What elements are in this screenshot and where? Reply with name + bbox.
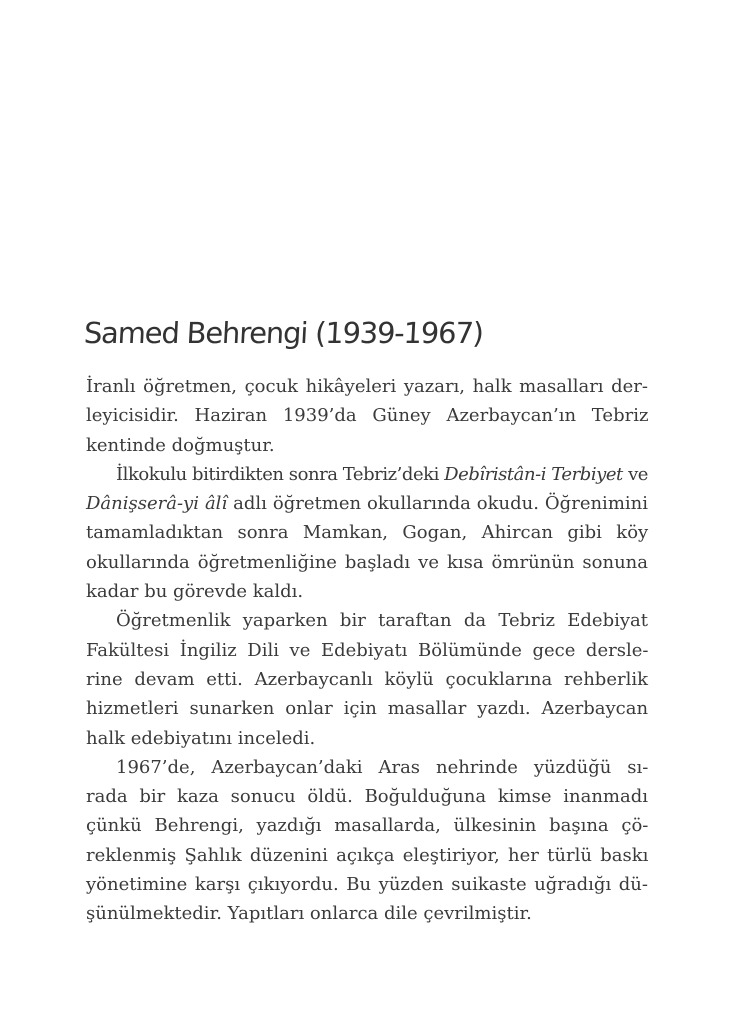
text-line — [86, 899, 648, 928]
text-line-content: kadar bu görevde kaldı. — [86, 581, 304, 603]
text-line-content: kentinde doğmuştur. — [86, 434, 275, 456]
text-line — [86, 372, 648, 401]
text-line-content: leyicisidir. Haziran 1939’da Güney Azerbaycan’ın Tebriz — [86, 405, 649, 427]
text-line-content: tamamladıktan sonra Mamkan, Gogan, Ahircan gibi köy — [86, 522, 649, 544]
text-line-content: İlkokulu bitirdikten sonra Tebriz’deki — [116, 463, 445, 485]
text-line — [86, 665, 648, 694]
text-line — [86, 548, 648, 577]
text-line — [86, 460, 648, 489]
text-line-content: şünülmektedir. Yapıtları onlarca dile çevrilmiştir. — [86, 903, 532, 925]
text-line — [86, 489, 648, 518]
biography-body — [86, 372, 648, 929]
text-line-content: halk edebiyatını inceledi. — [86, 727, 316, 749]
text-line-content: Öğretmenlik yaparken bir taraftan da Tebriz Edebiyat — [116, 610, 648, 632]
text-line — [86, 811, 648, 840]
text-line — [86, 401, 648, 430]
text-line-content: 1967’de, Azerbaycan’daki Aras nehrinde yüzdüğü sı- — [116, 756, 649, 778]
text-line — [86, 694, 648, 723]
text-line — [86, 782, 648, 811]
text-line-content: ve — [622, 463, 648, 485]
text-line — [86, 606, 648, 635]
text-line-content: rine devam etti. Azerbaycanlı köylü çocuklarına rehberlik — [86, 668, 648, 690]
text-line-content: Fakültesi İngiliz Dili ve Edebiyatı Bölümünde gece dersle- — [86, 639, 649, 661]
section-heading: Samed Behrengi (1939-1967) — [83, 316, 484, 350]
text-line-content: reklenmiş Şahlık düzenini açıkça eleştiriyor, her türlü baskı — [86, 844, 649, 866]
text-line-content: çünkü Behrengi, yazdığı masallarda, ülkesinin başına çö- — [86, 815, 649, 837]
text-line — [86, 870, 648, 899]
text-line-content: yönetimine karşı çıkıyordu. Bu yüzden suikaste uğradığı dü- — [86, 874, 648, 896]
italic-title: Debîristân-i Terbiyet — [444, 463, 623, 485]
text-line — [86, 577, 648, 606]
text-line — [86, 518, 648, 547]
text-line — [86, 431, 648, 460]
text-line — [86, 841, 648, 870]
italic-title: Dânişserâ-yi âlî — [86, 493, 228, 515]
text-line-content: okullarında öğretmenliğine başladı ve kısa ömrünün sonuna — [86, 551, 648, 573]
text-line-content: hizmetleri sunarken onlar için masallar yazdı. Azerbaycan — [86, 698, 649, 720]
text-line — [86, 636, 648, 665]
text-line-content: rada bir kaza sonucu öldü. Boğulduğuna kimse inanmadı — [86, 786, 648, 808]
text-line — [86, 753, 648, 782]
text-line — [86, 724, 648, 753]
text-line-content: adlı öğretmen okullarında okudu. Öğrenimini — [227, 493, 648, 515]
text-line-content: İranlı öğretmen, çocuk hikâyeleri yazarı, halk masalları der- — [86, 376, 648, 397]
